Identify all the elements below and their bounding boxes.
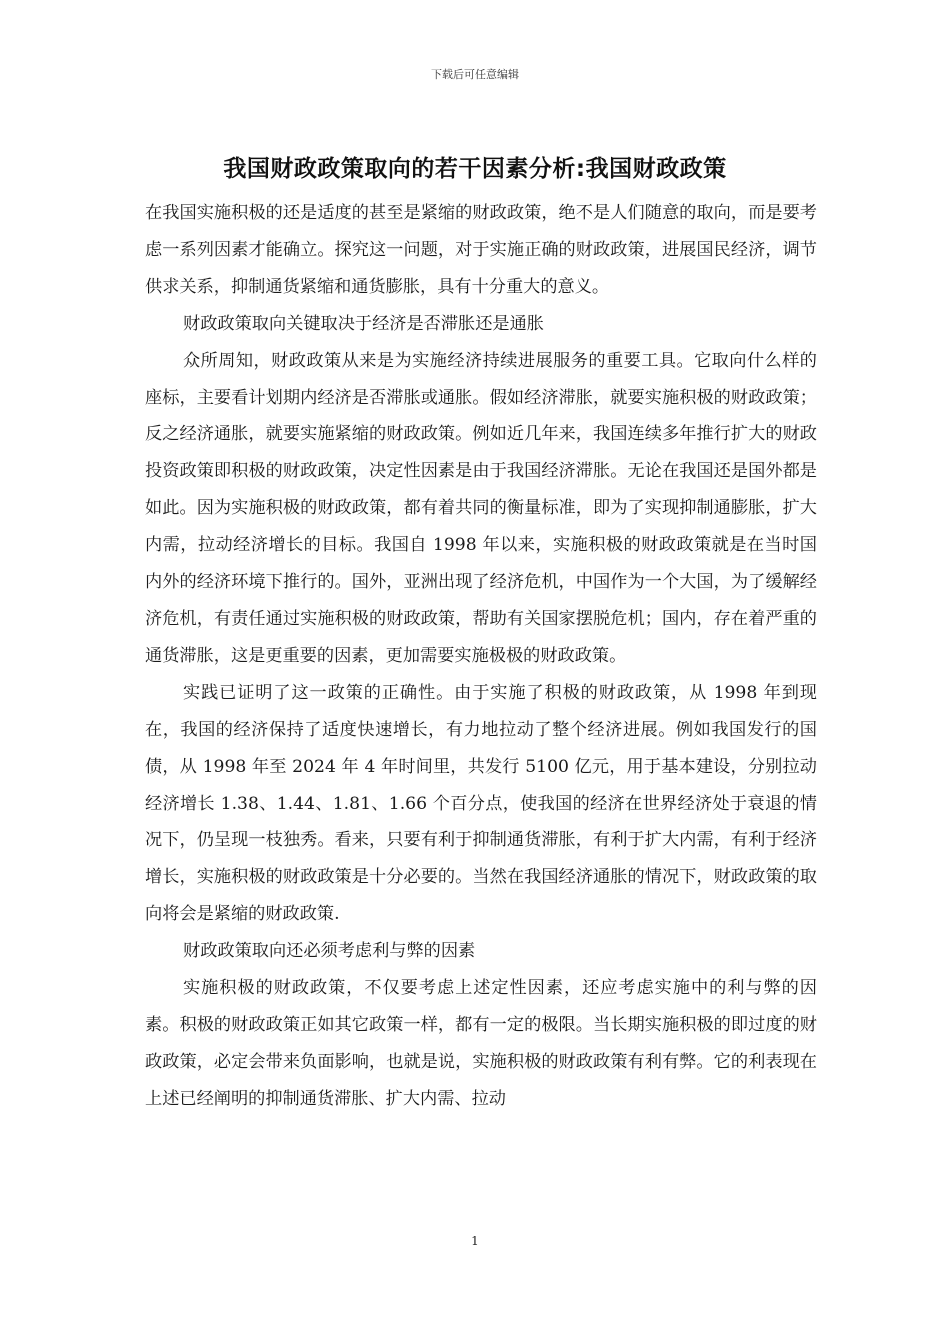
document-body xyxy=(145,195,817,1118)
document-title: 我国财政政策取向的若干因素分析:我国财政政策 xyxy=(223,156,727,182)
section-heading: 财政政策取向关键取决于经济是否滞胀还是通胀 xyxy=(183,313,544,334)
header-note: 下载后可任意编辑 xyxy=(431,68,519,81)
body-paragraph: 实施积极的财政政策，不仅要考虑上述定性因素，还应考虑实施中的利与弊的因素。积极的财政政策正如其它政策一样，都有一定的极限。当长期实施积极的即过度的财政政策，必定会带来负面影响，也就是说，实施积极的财政政策有利有弊。它的利表现在上述已经阐明的抑制通货滞胀、扩大内需、拉动 xyxy=(145,978,817,1109)
body-paragraph: 实践已证明了这一政策的正确性。由于实施了积极的财政政策，从 1998 年到现在，我国的经济保持了适度快速增长，有力地拉动了整个经济进展。例如我国发行的国债，从 1998 年至 2024 年 4 年时间里，共发行 5100 亿元，用于基本建设，分别拉动经济增长 1.38、1.44、1.81、1.66 个百分点，使我国的经济在世界经济处于衰退的情况下，仍呈现一枝独秀。看来，只要有利于抑制通货滞胀，有利于扩大内需，有利于经济增长，实施积极的财政政策是十分必要的。当然在我国经济通胀的情况下，财政政策的取向将会是紧缩的财政政策. xyxy=(145,682,817,925)
intro-paragraph: 在我国实施积极的还是适度的甚至是紧缩的财政政策，绝不是人们随意的取向，而是要考虑一系列因素才能确立。探究这一问题，对于实施正确的财政政策，进展国民经济，调节供求关系，抑制通货紧缩和通货膨胀，具有十分重大的意义。 xyxy=(145,203,817,297)
section-heading: 财政政策取向还必须考虑利与弊的因素 xyxy=(183,941,476,962)
body-paragraph: 众所周知，财政政策从来是为实施经济持续进展服务的重要工具。它取向什么样的座标，主要看计划期内经济是否滞胀或通胀。假如经济滞胀，就要实施积极的财政政策；反之经济通胀，就要实施紧缩的财政政策。例如近几年来，我国连续多年推行扩大的财政投资政策即积极的财政政策，决定性因素是由于我国经济滞胀。无论在我国还是国外都是如此。因为实施积极的财政政策，都有着共同的衡量标准，即为了实现抑制通膨胀，扩大内需，拉动经济增长的目标。我国自 1998 年以来，实施积极的财政政策就是在当时国内外的经济环境下推行的。国外，亚洲出现了经济危机，中国作为一个大国，为了缓解经济危机，有责任通过实施积极的财政政策，帮助有关国家摆脱危机；国内，存在着严重的通货滞胀，这是更重要的因素，更加需要实施极极的财政政策。 xyxy=(145,350,817,666)
page-number: 1 xyxy=(471,1234,479,1248)
